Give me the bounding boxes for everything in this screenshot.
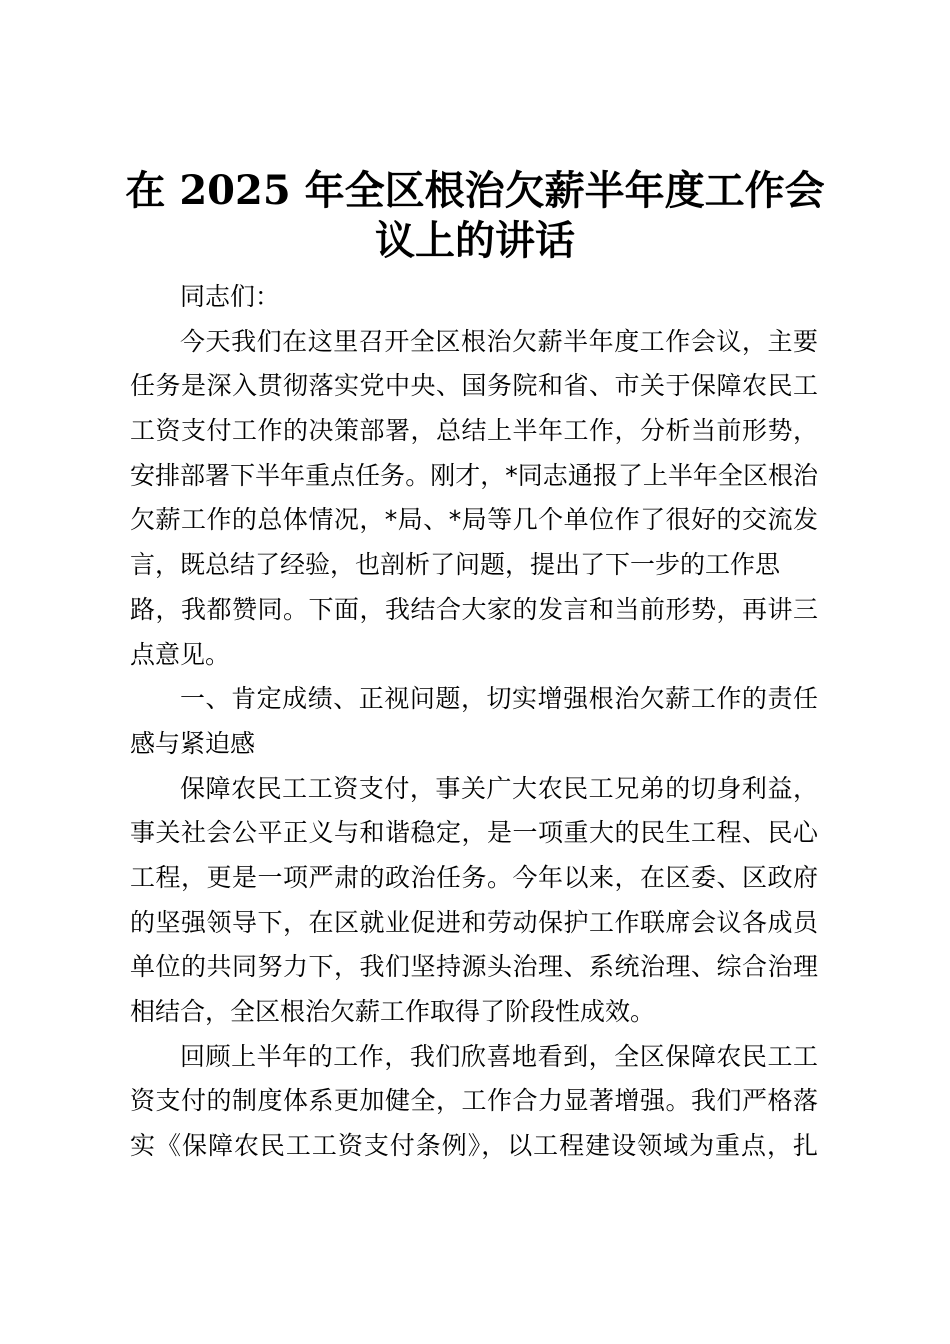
text-line: 点意见。 (130, 639, 231, 669)
text-line: 安排部署下半年重点任务。刚才，*同志通报了上半年全区根治 (130, 460, 818, 490)
paragraph-intro (130, 320, 818, 678)
text-line: 实《保障农民工工资支付条例》，以工程建设领域为重点，扎 (130, 1131, 818, 1161)
document-body (130, 275, 818, 1169)
paragraph-review (130, 1035, 818, 1169)
text-line: 任务是深入贯彻落实党中央、国务院和省、市关于保障农民工 (130, 371, 818, 401)
text-line: 单位的共同努力下，我们坚持源头治理、系统治理、综合治理 (130, 952, 818, 982)
title-line-1: 在 2025 年全区根治欠薪半年度工作会 (125, 167, 825, 214)
salutation: 同志们： (180, 282, 281, 311)
text-line: 相结合，全区根治欠薪工作取得了阶段性成效。 (130, 997, 656, 1026)
text-line: 言，既总结了经验，也剖析了问题，提出了下一步的工作思 (130, 550, 781, 580)
text-line: 工程，更是一项严肃的政治任务。今年以来，在区委、区政府 (130, 862, 818, 892)
text-line: 路，我都赞同。下面，我结合大家的发言和当前形势，再讲三 (130, 594, 818, 624)
text-line: 资支付的制度体系更加健全，工作合力显著增强。我们严格落 (130, 1086, 818, 1116)
heading-line: 一、肯定成绩、正视问题，切实增强根治欠薪工作的责任 (180, 684, 818, 714)
text-line: 工资支付工作的决策部署，总结上半年工作，分析当前形势， (130, 416, 818, 446)
text-line: 的坚强领导下，在区就业促进和劳动保护工作联席会议各成员 (130, 907, 818, 937)
text-line: 保障农民工工资支付，事关广大农民工兄弟的切身利益， (180, 773, 818, 803)
heading-line: 感与紧迫感 (130, 728, 256, 758)
paragraph-significance (130, 767, 818, 1035)
title-line-2: 议上的讲话 (375, 217, 575, 264)
section-heading-1 (130, 677, 818, 766)
text-line: 今天我们在这里召开全区根治欠薪半年度工作会议，主要 (180, 326, 818, 356)
document-title (120, 166, 830, 266)
text-line: 欠薪工作的总体情况，*局、*局等几个单位作了很好的交流发 (130, 505, 818, 535)
text-line: 回顾上半年的工作，我们欣喜地看到，全区保障农民工工 (180, 1041, 818, 1071)
text-line: 事关社会公平正义与和谐稳定，是一项重大的民生工程、民心 (130, 818, 818, 848)
